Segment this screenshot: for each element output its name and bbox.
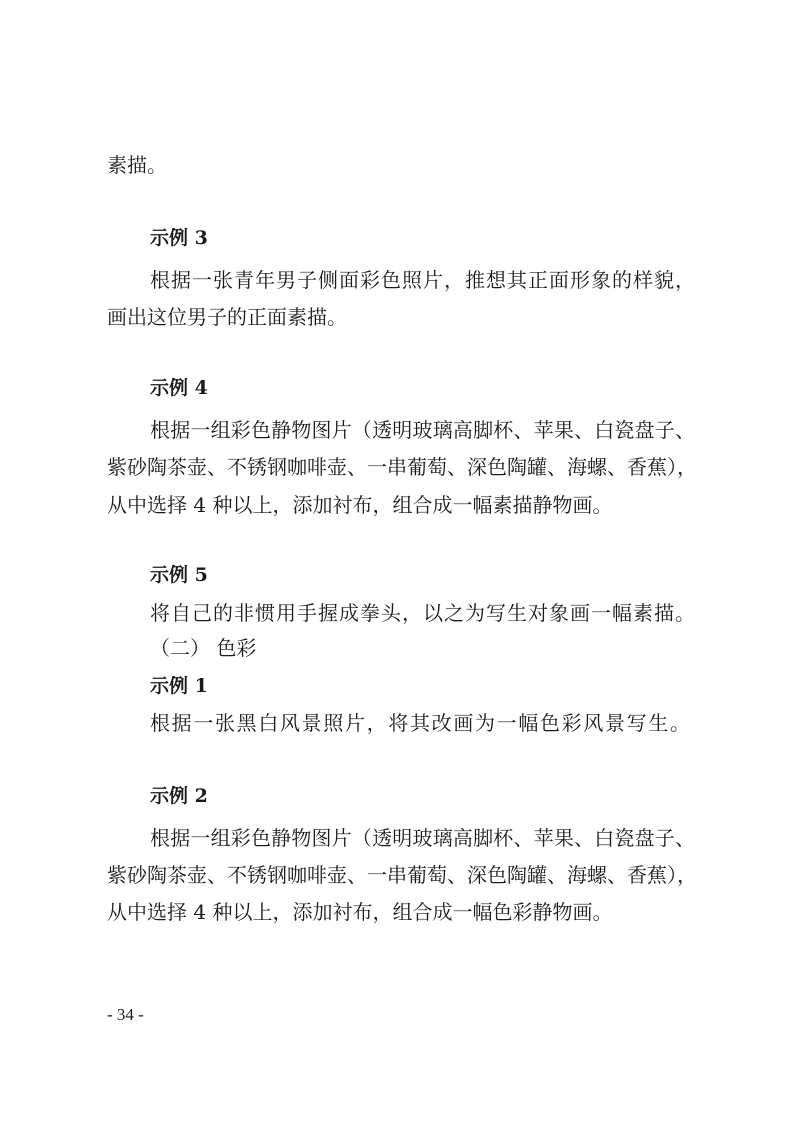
example-4-line-3: 从中选择 4 种以上，添加衬布，组合成一幅素描静物画。 [107, 493, 613, 517]
example-4-line-1: 根据一组彩色静物图片（透明玻璃高脚杯、苹果、白瓷盘子、 [150, 418, 695, 442]
example-4-line-2: 紫砂陶茶壶、不锈钢咖啡壶、一串葡萄、深色陶罐、海螺、香蕉）， [107, 455, 697, 479]
example-5-title: 示例 5 [150, 564, 208, 586]
color-example-1-line-1: 根据一张黑白风景照片，将其改画为一幅色彩风景写生。 [150, 711, 690, 735]
color-example-2-line-3: 从中选择 4 种以上，添加衬布，组合成一幅色彩静物画。 [107, 900, 613, 924]
example-4-title: 示例 4 [150, 377, 208, 399]
example-3-title: 示例 3 [150, 227, 208, 249]
page-number: - 34 - [107, 1005, 144, 1024]
example-5-line-1: 将自己的非惯用手握成拳头，以之为写生对象画一幅素描。 [150, 601, 695, 625]
color-example-1-title: 示例 1 [150, 675, 208, 697]
continuation-text: 素描。 [107, 153, 167, 177]
example-3-line-2: 画出这位男子的正面素描。 [107, 305, 347, 329]
section-heading-color: （二） 色彩 [150, 636, 257, 660]
color-example-2-title: 示例 2 [150, 785, 208, 807]
example-3-line-1: 根据一张青年男子侧面彩色照片，推想其正面形象的样貌， [150, 268, 695, 292]
color-example-2-line-2: 紫砂陶茶壶、不锈钢咖啡壶、一串葡萄、深色陶罐、海螺、香蕉）， [107, 863, 697, 887]
color-example-2-line-1: 根据一组彩色静物图片（透明玻璃高脚杯、苹果、白瓷盘子、 [150, 826, 695, 850]
